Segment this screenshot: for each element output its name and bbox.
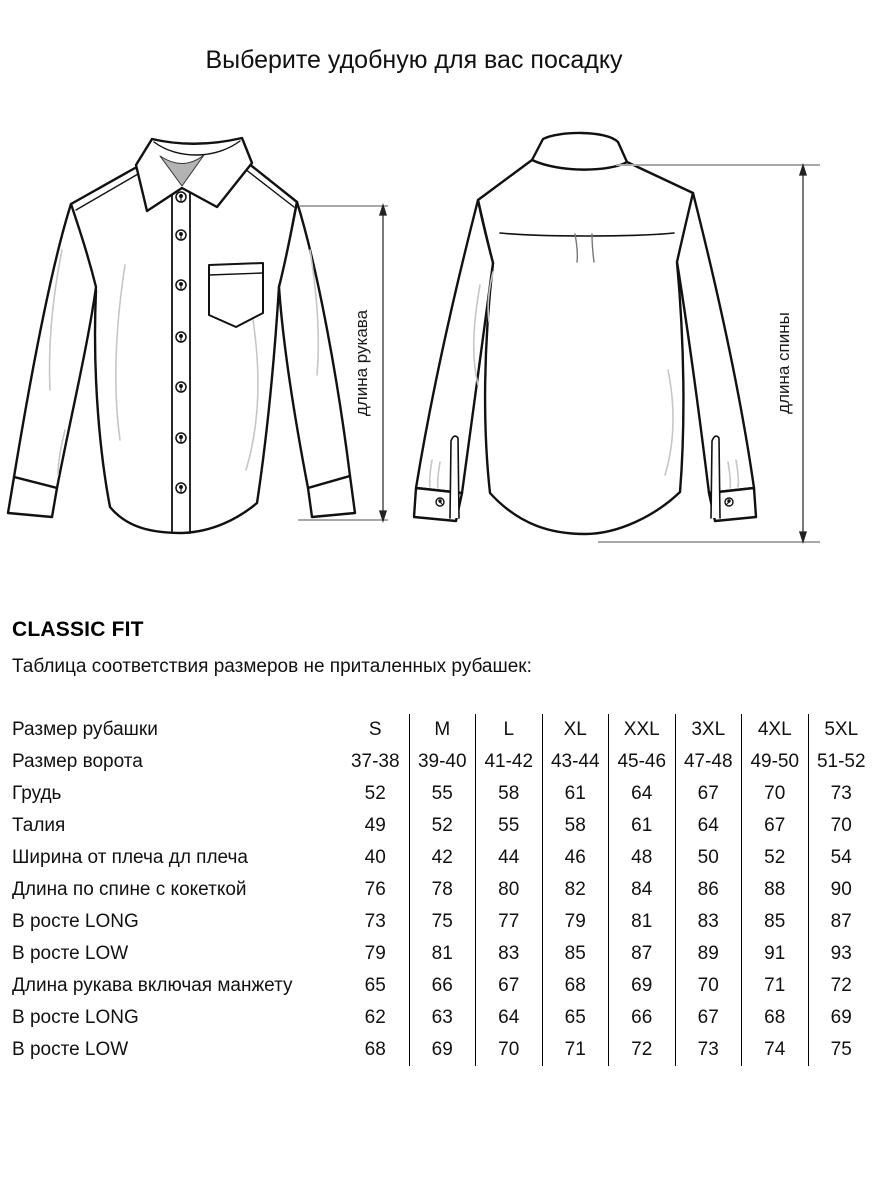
size-value-cell: 49 <box>364 815 386 836</box>
size-value-cell: 54 <box>808 842 875 874</box>
shirt-back-drawing <box>414 133 756 534</box>
back-length-label: длина спины <box>774 312 793 414</box>
size-value-cell: 4XL <box>741 714 808 746</box>
size-value-cell: 73 <box>364 911 386 932</box>
size-value-cell: 75 <box>808 1034 875 1066</box>
size-value-cell: 42 <box>409 842 476 874</box>
size-value-cell: 72 <box>808 970 875 1002</box>
size-value-cell: 72 <box>608 1034 675 1066</box>
size-value-cell: 43-44 <box>542 746 609 778</box>
size-value-cell: 45-46 <box>608 746 675 778</box>
front-body <box>71 163 297 533</box>
size-value-cell: 64 <box>475 1002 542 1034</box>
size-value-cell: 63 <box>409 1002 476 1034</box>
size-value-cell: 77 <box>475 906 542 938</box>
front-left-sleeve <box>14 204 96 488</box>
row-label: Размер рубашки <box>12 719 158 740</box>
size-value-cell: 84 <box>608 874 675 906</box>
size-value-cell: 58 <box>542 810 609 842</box>
size-value-cell: 66 <box>409 970 476 1002</box>
size-value-cell: 50 <box>675 842 742 874</box>
size-value-cell: 52 <box>741 842 808 874</box>
size-value-cell: 41-42 <box>475 746 542 778</box>
size-value-cell: 87 <box>608 938 675 970</box>
size-value-cell: 70 <box>741 778 808 810</box>
size-value-cell: 90 <box>808 874 875 906</box>
page-title: Выберите удобную для вас посадку <box>205 46 623 74</box>
row-label: В росте LOW <box>12 1039 129 1060</box>
size-value-cell: XL <box>542 714 609 746</box>
size-value-cell: 79 <box>364 943 386 964</box>
row-label: Талия <box>12 815 66 836</box>
size-value-cell: 80 <box>475 874 542 906</box>
size-value-cell: 73 <box>808 778 875 810</box>
size-value-cell: 85 <box>542 938 609 970</box>
size-value-cell: 51-52 <box>808 746 875 778</box>
size-table <box>12 714 874 1066</box>
table-row <box>12 842 874 874</box>
size-value-cell: 65 <box>542 1002 609 1034</box>
size-value-cell: 65 <box>364 975 386 996</box>
size-value-cell: 55 <box>409 778 476 810</box>
size-value-cell: 70 <box>475 1034 542 1066</box>
back-left-sleeve-placket <box>450 436 459 518</box>
table-row <box>12 1034 874 1066</box>
size-value-cell: 52 <box>364 783 386 804</box>
front-right-sleeve <box>279 202 350 488</box>
size-value-cell: 87 <box>808 906 875 938</box>
size-value-cell: 3XL <box>675 714 742 746</box>
section-subtitle: Таблица соответствия размеров не приталенных рубашек: <box>12 656 532 677</box>
size-value-cell: 81 <box>409 938 476 970</box>
table-row <box>12 746 874 778</box>
section-heading: CLASSIC FIT <box>12 618 144 641</box>
size-value-cell: 68 <box>364 1039 386 1060</box>
size-value-cell: 67 <box>675 1002 742 1034</box>
size-value-cell: 48 <box>608 842 675 874</box>
size-value-cell: 85 <box>741 906 808 938</box>
row-label: В росте LONG <box>12 1007 139 1028</box>
size-value-cell: 73 <box>675 1034 742 1066</box>
size-value-cell: 71 <box>741 970 808 1002</box>
size-value-cell: 39-40 <box>409 746 476 778</box>
size-value-cell: 61 <box>542 778 609 810</box>
size-value-cell: 62 <box>364 1007 386 1028</box>
sleeve-length-label: длина рукава <box>352 309 371 417</box>
row-label: Размер ворота <box>12 751 143 772</box>
size-value-cell: 76 <box>364 879 386 900</box>
back-body <box>478 160 693 534</box>
size-value-cell: XXL <box>608 714 675 746</box>
size-value-cell: 91 <box>741 938 808 970</box>
size-value-cell: 83 <box>475 938 542 970</box>
size-value-cell: 82 <box>542 874 609 906</box>
size-value-cell: 55 <box>475 810 542 842</box>
size-value-cell: 68 <box>542 970 609 1002</box>
size-value-cell: L <box>475 714 542 746</box>
table-row <box>12 970 874 1002</box>
size-value-cell: 70 <box>675 970 742 1002</box>
size-value-cell: 74 <box>741 1034 808 1066</box>
table-row <box>12 778 874 810</box>
size-value-cell: 49-50 <box>741 746 808 778</box>
row-label: Длина рукава включая манжету <box>12 975 293 996</box>
size-value-cell: 93 <box>808 938 875 970</box>
table-row <box>12 906 874 938</box>
size-value-cell: 64 <box>675 810 742 842</box>
row-label: Ширина от плеча дл плеча <box>12 847 248 868</box>
size-value-cell: 67 <box>675 778 742 810</box>
size-value-cell: 5XL <box>808 714 875 746</box>
size-value-cell: 75 <box>409 906 476 938</box>
size-value-cell: S <box>368 719 382 740</box>
size-value-cell: 37-38 <box>350 751 400 772</box>
back-collar <box>532 133 627 170</box>
size-value-cell: 89 <box>675 938 742 970</box>
shirt-diagrams <box>0 130 881 590</box>
size-value-cell: 44 <box>475 842 542 874</box>
back-right-sleeve-placket <box>711 436 720 518</box>
size-value-cell: 47-48 <box>675 746 742 778</box>
size-value-cell: 88 <box>741 874 808 906</box>
size-value-cell: 78 <box>409 874 476 906</box>
size-value-cell: 69 <box>808 1002 875 1034</box>
row-label: В росте LONG <box>12 911 139 932</box>
size-value-cell: 70 <box>808 810 875 842</box>
size-value-cell: 79 <box>542 906 609 938</box>
table-row <box>12 938 874 970</box>
size-value-cell: 69 <box>608 970 675 1002</box>
table-row <box>12 1002 874 1034</box>
row-label: В росте LOW <box>12 943 129 964</box>
row-label: Грудь <box>12 783 62 804</box>
size-value-cell: 68 <box>741 1002 808 1034</box>
size-value-cell: 81 <box>608 906 675 938</box>
size-value-cell: 67 <box>741 810 808 842</box>
size-value-cell: 61 <box>608 810 675 842</box>
size-value-cell: 58 <box>475 778 542 810</box>
size-value-cell: 86 <box>675 874 742 906</box>
size-value-cell: M <box>409 714 476 746</box>
size-value-cell: 83 <box>675 906 742 938</box>
shirt-front-drawing <box>8 138 355 533</box>
size-value-cell: 46 <box>542 842 609 874</box>
size-value-cell: 64 <box>608 778 675 810</box>
size-value-cell: 40 <box>364 847 386 868</box>
row-label: Длина по спине с кокеткой <box>12 879 247 900</box>
table-row <box>12 810 874 842</box>
table-row <box>12 874 874 906</box>
table-row <box>12 714 874 746</box>
size-value-cell: 66 <box>608 1002 675 1034</box>
size-value-cell: 71 <box>542 1034 609 1066</box>
size-value-cell: 52 <box>409 810 476 842</box>
size-value-cell: 69 <box>409 1034 476 1066</box>
size-value-cell: 67 <box>475 970 542 1002</box>
